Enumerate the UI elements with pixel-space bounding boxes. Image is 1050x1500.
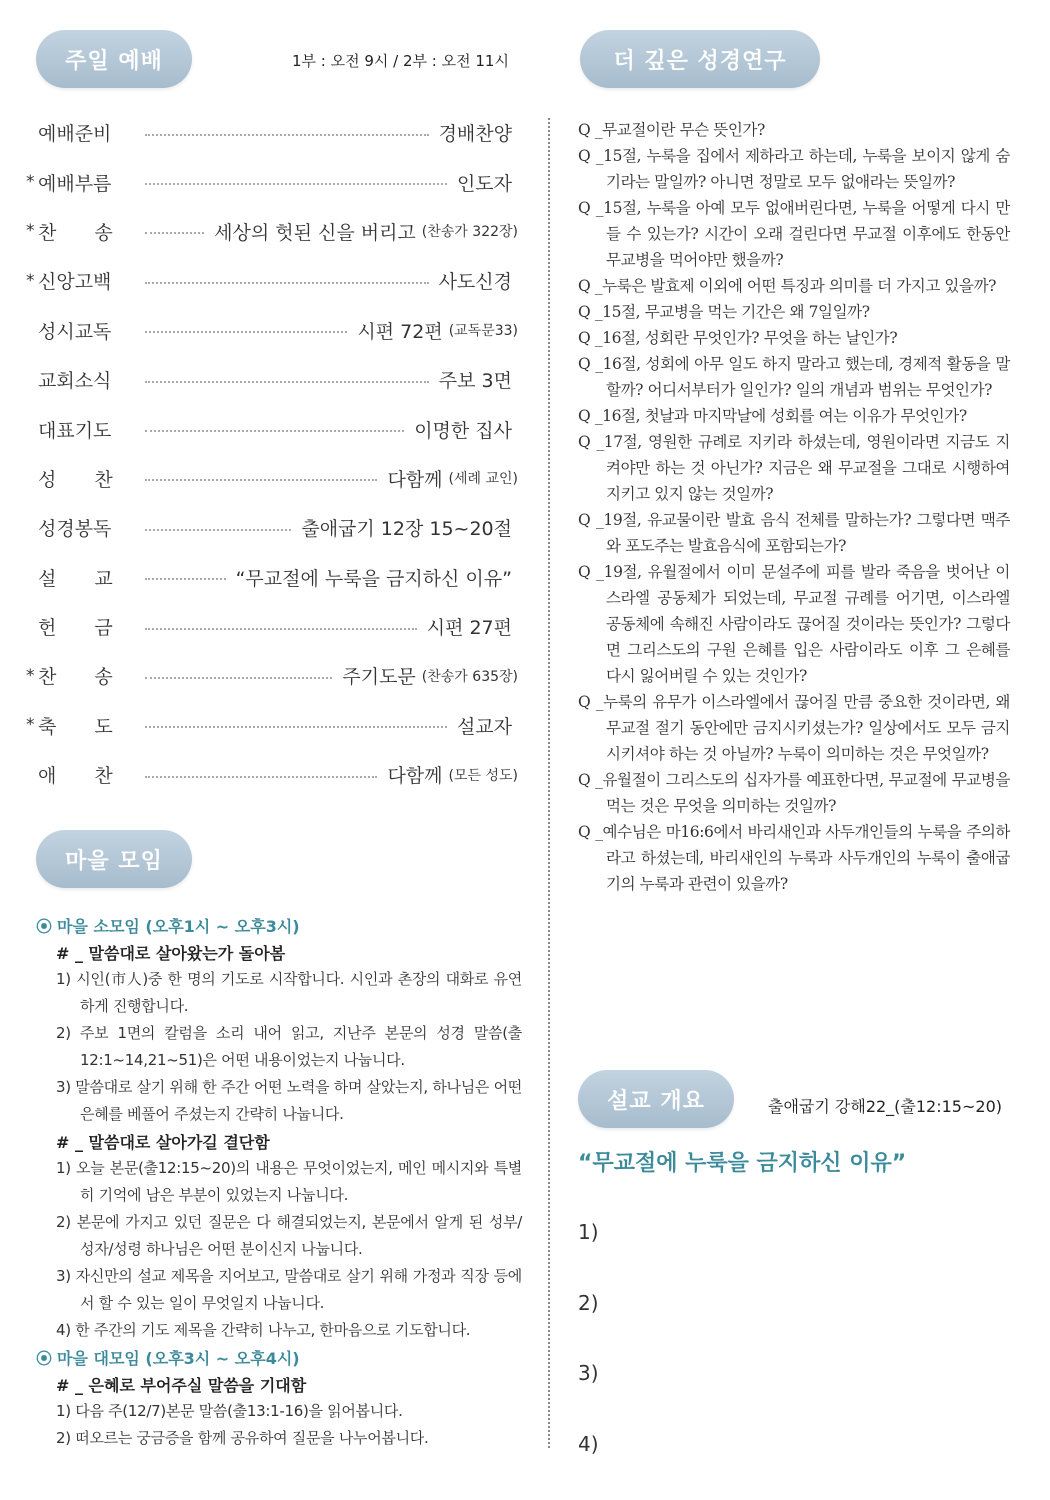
worship-times: 1부 : 오전 9시 / 2부 : 오전 11시 bbox=[292, 52, 509, 70]
order-row bbox=[26, 651, 518, 700]
order-value: 설교자 bbox=[456, 715, 512, 738]
order-value: 이명한 집사 bbox=[414, 419, 512, 442]
order-star: * bbox=[26, 270, 35, 291]
leader-dots bbox=[145, 578, 226, 580]
leader-dots bbox=[145, 331, 347, 333]
order-row bbox=[26, 553, 518, 602]
large-section-title: # _ 은혜로 부어주실 말씀을 기대함 bbox=[56, 1376, 307, 1395]
order-label: 헌 금 bbox=[38, 617, 113, 640]
order-note: (찬송가 322장) bbox=[421, 224, 518, 241]
order-star: * bbox=[26, 221, 35, 242]
order-label: 신앙고백 bbox=[38, 271, 112, 294]
large-meeting-heading bbox=[36, 1344, 522, 1371]
question-item: Q _누룩은 발효제 이외에 어떤 특징과 의미를 더 가지고 있을까? bbox=[578, 277, 997, 295]
list-item: 3) 자신만의 설교 제목을 지어보고, 말씀대로 살기 위해 가정과 직장 등에서 할 수 있는 일이 무엇일지 나눕니다. bbox=[56, 1267, 522, 1312]
outline-point: 4) bbox=[578, 1432, 599, 1456]
list-item: 2) 떠오르는 궁금증을 함께 공유하여 질문을 나누어봅니다. bbox=[56, 1429, 429, 1447]
study-title: 더 깊은 성경연구 bbox=[613, 48, 787, 74]
large-meeting-heading-text: 마을 대모임 (오후3시 ~ 오후4시) bbox=[57, 1349, 300, 1368]
sermon-heading: “무교절에 누룩을 금지하신 이유” bbox=[578, 1151, 907, 1176]
leader-dots bbox=[145, 183, 447, 185]
target-icon: ⦿ bbox=[36, 1349, 53, 1368]
list-item: 1) 오늘 본문(출12:15~20)의 내용은 무엇이었는지, 메인 메시지와 특별히 기억에 남은 부분이 있었는지 나눕니다. bbox=[56, 1159, 522, 1204]
leader-dots bbox=[145, 232, 204, 234]
order-label: 교회소식 bbox=[38, 370, 112, 393]
order-value: 세상의 헛된 신을 버리고 bbox=[214, 221, 416, 244]
order-value: 다함께 bbox=[387, 765, 443, 788]
small-section2-title: # _ 말씀대로 살아가길 결단함 bbox=[56, 1133, 270, 1152]
question-item: Q _19절, 유월절에서 이미 문설주에 피를 발라 죽음을 벗어난 이스라엘 공동체가 되었는데, 무교절 규례를 어기면, 이스라엘 공동체에 속해진 사람이라도 끊어질 것이라는 뜻인가? 그렇다면 그리스도의 구원 은혜를 입은 사람이라도 이후 그 은혜를 다시 잃어버릴 수 있는 것인가? bbox=[578, 563, 1010, 685]
order-star: * bbox=[26, 172, 35, 193]
leader-dots bbox=[145, 529, 291, 531]
order-label: 예배부름 bbox=[38, 172, 112, 195]
worship-order bbox=[26, 108, 518, 799]
order-value: 사도신경 bbox=[438, 271, 512, 294]
order-row bbox=[26, 207, 518, 256]
list-item: 2) 본문에 가지고 있던 질문은 다 해결되었는지, 본문에서 알게 된 성부/성자/성령 하나님은 어떤 분이신지 나눕니다. bbox=[56, 1213, 522, 1258]
question-item: Q _누룩의 유무가 이스라엘에서 끊어질 만큼 중요한 것이라면, 왜 무교절 절기 동안에만 금지시키셨는가? 일상에서도 모두 금지시키셔야 하는 것 아닐까? 누룩이 의미하는 것은 무엇일까? bbox=[578, 693, 1010, 763]
list-item: 3) 말씀대로 살기 위해 한 주간 어떤 노력을 하며 살았는지, 하나님은 어떤 은혜를 베풀어 주셨는지 간략히 나눕니다. bbox=[56, 1078, 522, 1123]
order-label: 찬 송 bbox=[38, 221, 113, 244]
order-label: 성시교독 bbox=[38, 320, 112, 343]
small-meeting-heading-text: 마을 소모임 (오후1시 ~ 오후3시) bbox=[57, 917, 300, 936]
question-item: Q _예수님은 마16:6에서 바리새인과 사두개인들의 누룩을 주의하라고 하셨는데, 바리새인의 누룩과 사두개인의 누룩이 출애굽기의 누룩과 관련이 있을까? bbox=[578, 823, 1010, 893]
question-item: Q _19절, 유교물이란 발효 음식 전체를 말하는가? 그렇다면 맥주와 포도주는 발효음식에 포함되는가? bbox=[578, 511, 1010, 555]
order-label: 축 도 bbox=[38, 715, 113, 738]
leader-dots bbox=[145, 134, 429, 136]
order-star: * bbox=[26, 665, 35, 686]
worship-title-badge bbox=[36, 30, 192, 88]
order-label: 대표기도 bbox=[38, 419, 112, 442]
question-item: Q _15절, 무교병을 먹는 기간은 왜 7일일까? bbox=[578, 303, 870, 321]
order-row bbox=[26, 108, 518, 157]
order-row bbox=[26, 355, 518, 404]
outline-point: 2) bbox=[578, 1291, 599, 1315]
question-item: Q _17절, 영원한 규례로 지키라 하셨는데, 영원이라면 지금도 지켜야만 하는 것 아닌가? 지금은 왜 무교절을 그대로 시행하여 지키고 있지 않는 것일까? bbox=[578, 433, 1010, 503]
order-note: (교독문33) bbox=[448, 323, 518, 340]
small-section1-title: # _ 말씀대로 살아왔는가 돌아봄 bbox=[56, 944, 286, 963]
list-item: 2) 주보 1면의 칼럼을 소리 내어 읽고, 지난주 본문의 성경 말씀(출12:1~14,21~51)은 어떤 내용이었는지 나눕니다. bbox=[56, 1024, 522, 1069]
target-icon: ⦿ bbox=[36, 917, 53, 936]
column-divider bbox=[548, 118, 550, 1448]
order-row bbox=[26, 602, 518, 651]
order-label: 성경봉독 bbox=[38, 518, 112, 541]
order-star: * bbox=[26, 715, 35, 736]
leader-dots bbox=[145, 726, 447, 728]
leader-dots bbox=[145, 430, 404, 432]
order-note: (세례 교인) bbox=[448, 471, 518, 488]
order-row bbox=[26, 256, 518, 305]
question-item: Q _유월절이 그리스도의 십자가를 예표한다면, 무교절에 무교병을 먹는 것은 무엇을 의미하는 것일까? bbox=[578, 771, 1010, 815]
sermon-title: 설교 개요 bbox=[607, 1088, 705, 1114]
small-meeting-heading bbox=[36, 912, 522, 939]
question-item: Q _15절, 누룩을 아예 모두 없애버린다면, 누룩을 어떻게 다시 만들 수 있는가? 시간이 오래 걸린다면 무교절 이후에도 한동안 무교병을 먹어야만 했을까? bbox=[578, 199, 1010, 269]
order-note: (찬송가 635장) bbox=[421, 668, 518, 685]
outline-point: 3) bbox=[578, 1361, 599, 1385]
order-row bbox=[26, 306, 518, 355]
village-title-badge bbox=[36, 830, 192, 888]
order-row bbox=[26, 454, 518, 503]
order-label: 설 교 bbox=[38, 567, 113, 590]
leader-dots bbox=[145, 282, 429, 284]
order-label: 찬 송 bbox=[38, 666, 113, 689]
leader-dots bbox=[145, 776, 377, 778]
list-item: 1) 시인(市人)중 한 명의 기도로 시작합니다. 시인과 촌장의 대화로 유연하게 진행합니다. bbox=[56, 970, 522, 1015]
order-label: 성 찬 bbox=[38, 468, 113, 491]
sermon-title-badge bbox=[578, 1070, 734, 1128]
sermon-subtitle: 출애굽기 강해22_(출12:15~20) bbox=[768, 1097, 1002, 1116]
order-note: (모든 성도) bbox=[448, 767, 518, 784]
leader-dots bbox=[145, 628, 417, 630]
order-value: 다함께 bbox=[387, 468, 443, 491]
order-value: 주기도문 bbox=[342, 666, 416, 689]
village-meeting bbox=[36, 912, 522, 1452]
order-row bbox=[26, 157, 518, 206]
outline-point: 1) bbox=[578, 1220, 599, 1244]
list-item: 1) 다음 주(12/7)본문 말씀(출13:1-16)을 읽어봅니다. bbox=[56, 1402, 403, 1420]
order-value: “무교절에 누룩을 금지하신 이유” bbox=[235, 567, 512, 590]
order-value: 출애굽기 12장 15~20절 bbox=[301, 518, 512, 541]
order-value: 인도자 bbox=[456, 172, 512, 195]
question-item: Q _16절, 첫날과 마지막날에 성회를 여는 이유가 무엇인가? bbox=[578, 407, 967, 425]
order-value: 주보 3면 bbox=[438, 370, 512, 393]
order-row bbox=[26, 750, 518, 799]
worship-title: 주일 예배 bbox=[65, 48, 163, 74]
question-item: Q _무교절이란 무슨 뜻인가? bbox=[578, 121, 765, 139]
study-questions bbox=[578, 117, 1010, 897]
order-row bbox=[26, 701, 518, 750]
leader-dots bbox=[145, 381, 429, 383]
order-value: 시편 27편 bbox=[426, 617, 512, 640]
order-row bbox=[26, 404, 518, 453]
question-item: Q _16절, 성회란 무엇인가? 무엇을 하는 날인가? bbox=[578, 329, 898, 347]
village-title: 마을 모임 bbox=[65, 848, 163, 874]
question-item: Q _15절, 누룩을 집에서 제하라고 하는데, 누룩을 보이지 않게 숨기라는 말일까? 아니면 정말로 모두 없애라는 뜻일까? bbox=[578, 147, 1010, 191]
order-value: 시편 72편 bbox=[357, 320, 443, 343]
leader-dots bbox=[145, 677, 332, 679]
study-title-badge bbox=[580, 30, 820, 88]
order-label: 애 찬 bbox=[38, 765, 113, 788]
leader-dots bbox=[145, 479, 377, 481]
list-item: 4) 한 주간의 기도 제목을 간략히 나누고, 한마음으로 기도합니다. bbox=[56, 1321, 471, 1339]
order-label: 예배준비 bbox=[38, 123, 112, 146]
question-item: Q _16절, 성회에 아무 일도 하지 말라고 했는데, 경제적 활동을 말할까? 어디서부터가 일인가? 일의 개념과 범위는 무엇인가? bbox=[578, 355, 1010, 399]
order-value: 경배찬양 bbox=[438, 123, 512, 146]
order-row bbox=[26, 503, 518, 552]
